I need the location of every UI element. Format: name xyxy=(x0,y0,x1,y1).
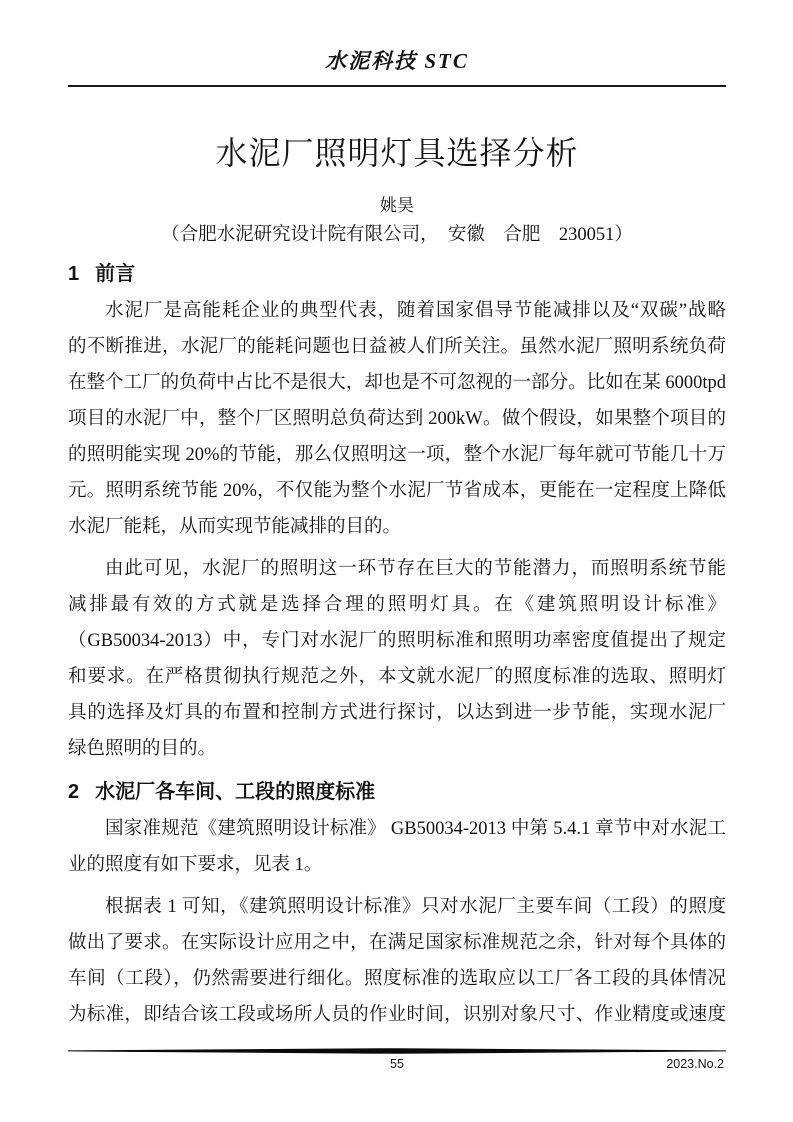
paragraph xyxy=(68,293,726,545)
text-line: 车间（工段），仍然需要进行细化。照度标准的选取应以工厂各工段的具体情况 xyxy=(68,969,726,990)
paragraph xyxy=(68,811,726,883)
author-name: 姚昊 xyxy=(380,196,414,216)
text-line: 减排最有效的方式就是选择合理的照明灯具。在《建筑照明设计标准》 xyxy=(68,595,726,616)
footer-rule xyxy=(68,1048,726,1055)
page-content xyxy=(68,0,726,1122)
section-heading xyxy=(68,261,726,287)
issue-number: 2023.No.2 xyxy=(666,1057,724,1071)
header-rule xyxy=(68,85,726,87)
text-line: 的照明能实现 20%的节能，那么仅照明这一项，整个水泥厂每年就可节能几十万 xyxy=(68,445,726,466)
text-line: 和要求。在严格贯彻执行规范之外，本文就水泥厂的照度标准的选取、照明灯 xyxy=(68,667,726,688)
section-title: 水泥厂各车间、工段的照度标准 xyxy=(95,781,376,804)
section-heading xyxy=(68,779,726,805)
text-line: 具的选择及灯具的布置和控制方式进行探讨，以达到进一步节能，实现水泥厂 xyxy=(68,703,726,724)
text-line: 由此可见，水泥厂的照明这一环节存在巨大的节能潜力，而照明系统节能 xyxy=(105,559,726,580)
text-line: 业的照度有如下要求，见表 1。 xyxy=(68,855,323,876)
footer-row xyxy=(68,1055,726,1073)
text-line: 绿色照明的目的。 xyxy=(68,739,217,760)
text-line: 在整个工厂的负荷中占比不是很大，却也是不可忽视的一部分。比如在某 6000tpd xyxy=(68,373,726,394)
journal-header xyxy=(68,0,726,87)
article-title: 水泥厂照明灯具选择分析 xyxy=(215,135,579,172)
text-line: 国家准规范《建筑照明设计标准》 GB50034-2013 中第 5.4.1 章节中对水泥工 xyxy=(105,819,726,840)
sections xyxy=(68,261,726,1033)
text-line: 做出了要求。在实际设计应用之中，在满足国家标准规范之余，针对每个具体的 xyxy=(68,933,726,954)
section-title: 前言 xyxy=(95,263,136,286)
text-line: 水泥厂能耗，从而实现节能减排的目的。 xyxy=(68,517,402,538)
page-number: 55 xyxy=(390,1057,404,1071)
paragraph xyxy=(68,889,726,1033)
text-line: （GB50034-2013）中，专门对水泥厂的照明标准和照明功率密度值提出了规定 xyxy=(68,631,726,652)
section-number: 2 xyxy=(68,781,80,804)
text-line: 为标准，即结合该工段或场所人员的作业时间，识别对象尺寸、作业精度或速度 xyxy=(68,1005,726,1026)
journal-title: 水泥科技 STC xyxy=(325,49,469,73)
author-affiliation: （合肥水泥研究设计院有限公司， 安徽 合肥 230051） xyxy=(161,225,633,246)
text-line: 水泥厂是高能耗企业的典型代表，随着国家倡导节能减排以及“双碳”战略 xyxy=(105,301,726,322)
text-line: 根据表 1 可知，《建筑照明设计标准》只对水泥厂主要车间（工段）的照度 xyxy=(105,897,726,918)
text-line: 项目的水泥厂中，整个厂区照明总负荷达到 200kW。做个假设，如果整个项目的 xyxy=(68,409,726,430)
page-footer xyxy=(68,1048,726,1073)
section-number: 1 xyxy=(68,263,80,286)
paragraph xyxy=(68,551,726,767)
text-line: 的不断推进，水泥厂的能耗问题也日益被人们所关注。虽然水泥厂照明系统负荷 xyxy=(68,337,726,358)
text-line: 元。照明系统节能 20%，不仅能为整个水泥厂节省成本，更能在一定程度上降低 xyxy=(68,481,726,502)
